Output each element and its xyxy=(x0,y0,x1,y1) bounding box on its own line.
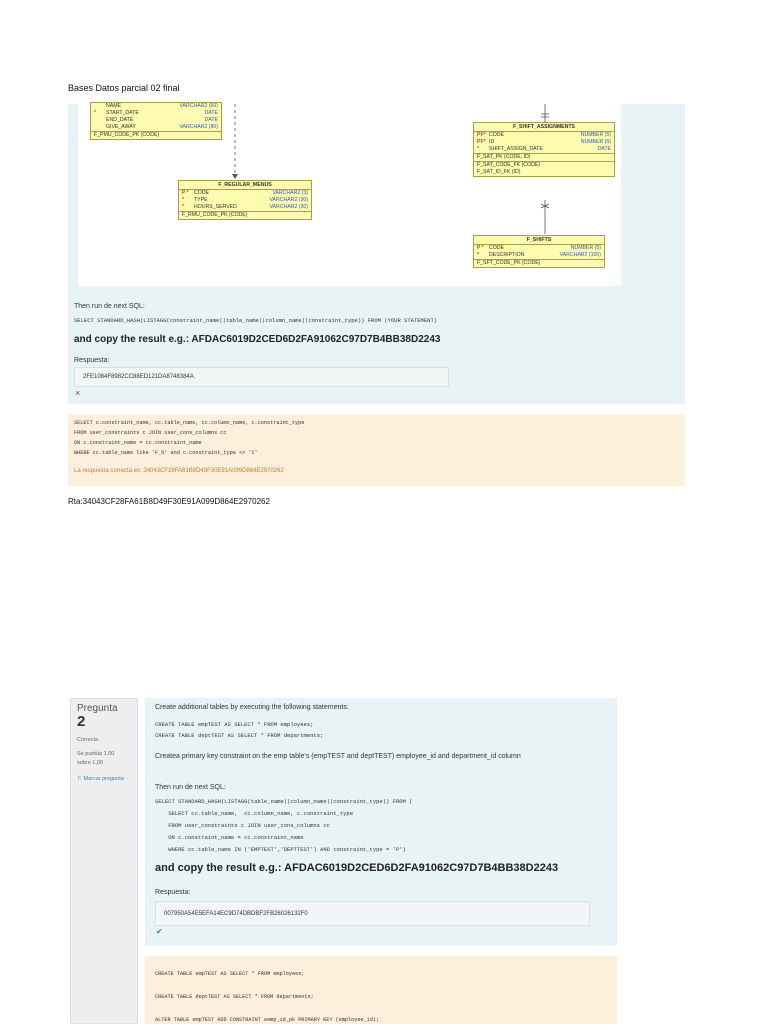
entity-row: PF* ID NUMBER (5) xyxy=(477,139,611,145)
feedback-sql: SELECT c.constraint_name, cc.table_name, cc.column_name, c.constraint_type FROM user_constraints c JOIN user_cons_columns cc ON c.constraint_name = cc.constraint_name WHERE cc.table_name like 'F_%' and c.constraint_type <> 'C' xyxy=(74,420,305,456)
question-number: 2 xyxy=(77,713,86,730)
q2-create-statements: CREATE TABLE empTEST AS SELECT * FROM employees; CREATE TABLE deptTEST AS SELECT * FROM departments; xyxy=(155,721,324,739)
entity-title: F_SHIFTS xyxy=(474,236,604,245)
question-1-panel xyxy=(68,104,685,404)
question-1-feedback xyxy=(68,414,685,486)
entity-row: PF* CODE NUMBER (5) xyxy=(477,132,611,138)
entity-row: * TYPE VARCHAR2 (30) xyxy=(182,197,308,203)
answer-value: 2FE1084F8982CC88ED121DA8748384A xyxy=(83,374,194,380)
correct-answer-text: La respuesta correcta es: 34043CF28FA61B8D49F30E91A099D864E2970262 xyxy=(74,468,284,474)
entity-row: GIVE_AWAY VARCHAR2 (80) xyxy=(106,124,218,130)
run-next-sql-label: Then run de next SQL: xyxy=(74,303,145,310)
entity-row: * SHIFT_ASSIGN_DATE DATE xyxy=(477,146,611,152)
question-2-panel xyxy=(145,698,617,946)
question-2-info xyxy=(70,698,138,1024)
entity-pk: F_PMU_CODE_PK (CODE) xyxy=(94,132,160,138)
q2-copy-result-instruction: and copy the result e.g.: AFDAC6019D2CED6D2FA91062C97D7B4BB38D2243 xyxy=(155,862,559,874)
entity-regular-menus xyxy=(178,180,312,220)
entity-promotional-menus xyxy=(90,102,222,140)
q2-answer-field[interactable] xyxy=(155,901,590,926)
q2-instruction: Createa primary key constraint on the emp table's (empTEST and deptTEST) employee_id and department_id column xyxy=(155,753,521,760)
sql-statement: SELECT STANDARD_HASH(LISTAGG(constraint_name||table_name||column_name||constraint_type)) FROM (YOUR STATEMENT) xyxy=(74,317,438,324)
question-status: Correcta xyxy=(77,737,99,743)
entity-fk: F_SAT_ID_FK (ID) xyxy=(477,169,521,175)
entity-row: P * CODE VARCHAR2 (3) xyxy=(182,190,308,196)
flag-icon: ⚐ xyxy=(77,776,82,782)
entity-row: * START_DATE DATE xyxy=(94,110,218,116)
entity-pk: F_SAT_PK (CODE, ID) xyxy=(477,154,531,160)
er-diagram xyxy=(78,104,621,286)
entity-row: * HOURS_SERVED VARCHAR2 (30) xyxy=(182,204,308,210)
copy-result-instruction: and copy the result e.g.: AFDAC6019D2CED6D2FA91062C97D7B4BB38D2243 xyxy=(74,334,441,345)
entity-row: * DESCRIPTION VARCHAR2 (100) xyxy=(477,252,601,258)
q2-respuesta-label: Respuesta: xyxy=(155,889,191,896)
question-score: Se puntúa 1,00 sobre 1,00 xyxy=(77,751,115,766)
entity-shift-assignments xyxy=(473,122,615,177)
answer-field[interactable] xyxy=(74,367,449,387)
document-title: Bases Datos parcial 02 final xyxy=(68,83,180,93)
entity-row: NAME VARCHAR2 (60) xyxy=(106,103,218,109)
entity-pk: F_RMU_CODE_PK (CODE) xyxy=(182,212,248,218)
q2-intro: Create additional tables by executing the following statements: xyxy=(155,704,349,711)
entity-title: F_REGULAR_MENUS xyxy=(179,181,311,190)
pregunta-label: Pregunta xyxy=(77,703,118,714)
q2-run-next-sql-label: Then run de next SQL: xyxy=(155,784,226,791)
rta-answer: Rta:34043CF28FA61B8D49F30E91A099D864E2970262 xyxy=(68,497,270,506)
entity-row: P * CODE NUMBER (5) xyxy=(477,245,601,251)
entity-title: F_SHIFT_ASSIGNMENTS xyxy=(474,123,614,132)
entity-shifts xyxy=(473,235,605,268)
entity-row: END_DATE DATE xyxy=(106,117,218,123)
flag-question-link[interactable]: ⚐ Marcar pregunta xyxy=(77,776,124,782)
q2-answer-value: 007950A54E5EFA14EC9D74DBDBF2FB26026132F0 xyxy=(164,910,308,917)
entity-fk: F_SAT_CODE_FK (CODE) xyxy=(477,162,541,168)
correct-check-icon: ✔ xyxy=(156,927,163,936)
respuesta-label: Respuesta: xyxy=(74,357,110,364)
entity-pk: F_SFT_CODE_PK (CODE) xyxy=(477,260,541,266)
incorrect-icon: × xyxy=(75,388,81,398)
q2-feedback-sql: CREATE TABLE empTEST AS SELECT * FROM employees; CREATE TABLE deptTEST AS SELECT * FROM departments; ALTER TABLE empTEST ADD CONSTRAINT eemp_id_pk PRIMARY KEY (employee_id); xyxy=(155,971,380,1023)
q2-sql-statement: SELECT STANDARD_HASH(LISTAGG(table_name||column_name||constraint_type)) FROM ( SELECT cc.table_name, cc.column_name, c.constraint_type FROM user_constraints c JOIN user_cons_columns cc ON c.constraint_name = cc.constraint_name WHERE cc.table_name IN ('EMPTEST','DEPTTEST') AND constraint_type = 'P') xyxy=(155,798,413,853)
question-2-feedback xyxy=(145,956,617,1024)
